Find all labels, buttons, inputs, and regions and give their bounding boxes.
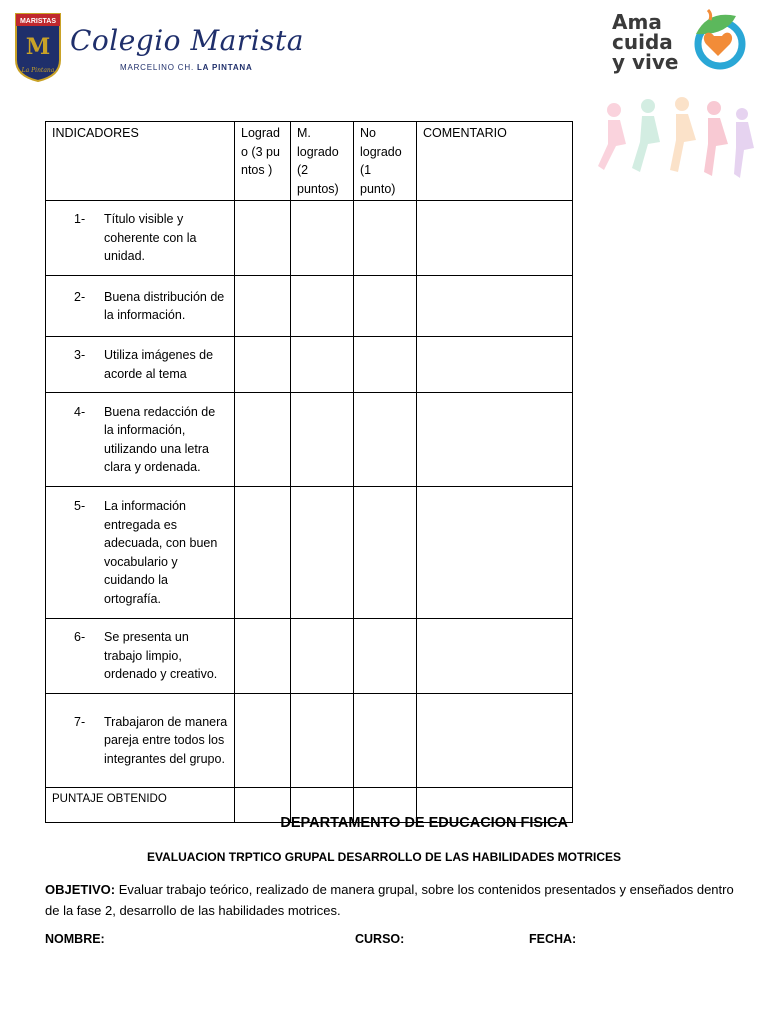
brand-text <box>612 12 679 72</box>
score-logrado-cell[interactable] <box>235 276 291 337</box>
indicator-number: 6- <box>74 630 86 645</box>
brand-line-3: y vive <box>612 50 679 74</box>
score-logrado-cell[interactable] <box>235 337 291 393</box>
comment-cell[interactable] <box>417 201 573 276</box>
score-m-logrado-cell[interactable] <box>291 393 354 487</box>
score-no-logrado-cell[interactable] <box>354 694 417 788</box>
nombre-label: NOMBRE: <box>45 932 105 946</box>
comment-cell[interactable] <box>417 619 573 694</box>
table-row <box>46 276 573 337</box>
indicator-number: 3- <box>74 348 86 362</box>
score-m-logrado-cell[interactable] <box>291 694 354 788</box>
shield-motto: La Pintana <box>21 67 55 74</box>
objective-paragraph <box>45 879 735 921</box>
indicator-text: Buena distribución de la información. <box>104 289 225 322</box>
school-subtitle <box>120 63 253 72</box>
brand-line-2: cuida <box>612 30 673 54</box>
table-header-row <box>46 122 573 201</box>
score-no-logrado-cell[interactable] <box>354 619 417 694</box>
score-logrado-cell[interactable] <box>235 694 291 788</box>
table-row <box>46 201 573 276</box>
indicator-cell <box>46 276 235 337</box>
indicator-text: La información entregada es adecuada, con buen vocabulario y cuidando la ortografía. <box>104 499 218 606</box>
indicator-text: Título visible y coherente con la unidad. <box>104 212 197 264</box>
indicator-cell <box>46 619 235 694</box>
svg-text:M: M <box>25 34 51 60</box>
school-name: Colegio Marista <box>70 24 304 57</box>
header-m-logrado: M. logrado (2 puntos) <box>291 122 354 201</box>
runners-illustration-icon <box>586 92 758 192</box>
curso-label: CURSO: <box>355 932 405 946</box>
header-logrado: Logrado (3 puntos ) <box>235 122 291 201</box>
rubric-table <box>45 121 573 823</box>
indicator-cell <box>46 337 235 393</box>
indicator-number: 1- <box>74 212 86 227</box>
department-title: DEPARTAMENTO DE EDUCACION FISICA <box>280 815 568 831</box>
table-row <box>46 393 573 487</box>
school-logo <box>12 8 304 84</box>
score-no-logrado-cell[interactable] <box>354 201 417 276</box>
indicator-number: 7- <box>74 714 86 729</box>
score-no-logrado-cell[interactable] <box>354 487 417 619</box>
indicator-text: Utiliza imágenes de acorde al tema <box>104 348 214 381</box>
table-row <box>46 694 573 788</box>
comment-cell[interactable] <box>417 276 573 337</box>
school-subtitle-plain: MARCELINO CH. <box>120 63 194 72</box>
score-m-logrado-cell[interactable] <box>291 276 354 337</box>
evaluation-title: EVALUACION TRPTICO GRUPAL DESARROLLO DE LAS HABILIDADES MOTRICES <box>146 850 621 864</box>
heart-leaf-icon <box>678 6 748 78</box>
header-indicadores: INDICADORES <box>46 122 235 201</box>
indicator-cell <box>46 487 235 619</box>
comment-cell[interactable] <box>417 393 573 487</box>
score-m-logrado-cell[interactable] <box>291 337 354 393</box>
score-logrado-cell[interactable] <box>235 487 291 619</box>
score-m-logrado-cell[interactable] <box>291 201 354 276</box>
indicator-number: 5- <box>74 499 86 513</box>
indicator-number: 2- <box>74 289 86 304</box>
score-no-logrado-cell[interactable] <box>354 337 417 393</box>
indicator-text: Trabajaron de manera pareja entre todos los integrantes del grupo. <box>104 714 228 766</box>
header-no-logrado: No logrado (1 punto) <box>354 122 417 201</box>
score-logrado-cell[interactable] <box>235 619 291 694</box>
objective-text: Evaluar trabajo teórico, realizado de manera grupal, sobre los contenidos presentados y enseñados dentro de la fase 2, desarrollo de las habilidades motrices. <box>45 882 734 918</box>
header-comentario: COMENTARIO <box>417 122 573 201</box>
shield-label: MARISTAS <box>19 18 57 25</box>
indicator-cell <box>46 393 235 487</box>
objective-label: OBJETIVO: <box>45 882 116 897</box>
indicator-text: Buena redacción de la información, utilizando una letra clara y ordenada. <box>104 404 216 474</box>
total-label: PUNTAJE OBTENIDO <box>46 788 235 823</box>
score-logrado-cell[interactable] <box>235 393 291 487</box>
table-row <box>46 619 573 694</box>
indicator-text: Se presenta un trabajo limpio, ordenado y creativo. <box>104 630 218 682</box>
comment-cell[interactable] <box>417 694 573 788</box>
comment-cell[interactable] <box>417 487 573 619</box>
score-m-logrado-cell[interactable] <box>291 487 354 619</box>
score-logrado-cell[interactable] <box>235 201 291 276</box>
indicator-cell <box>46 694 235 788</box>
score-no-logrado-cell[interactable] <box>354 393 417 487</box>
fecha-label: FECHA: <box>529 932 577 946</box>
score-m-logrado-cell[interactable] <box>291 619 354 694</box>
maristas-shield-icon <box>12 10 64 82</box>
indicator-cell <box>46 201 235 276</box>
indicator-number: 4- <box>74 404 86 419</box>
comment-cell[interactable] <box>417 337 573 393</box>
score-no-logrado-cell[interactable] <box>354 276 417 337</box>
table-row <box>46 487 573 619</box>
school-subtitle-bold: LA PINTANA <box>197 63 253 72</box>
ama-cuida-vive-logo <box>586 6 758 192</box>
brand-line-1: Ama <box>612 10 662 34</box>
table-row <box>46 337 573 393</box>
